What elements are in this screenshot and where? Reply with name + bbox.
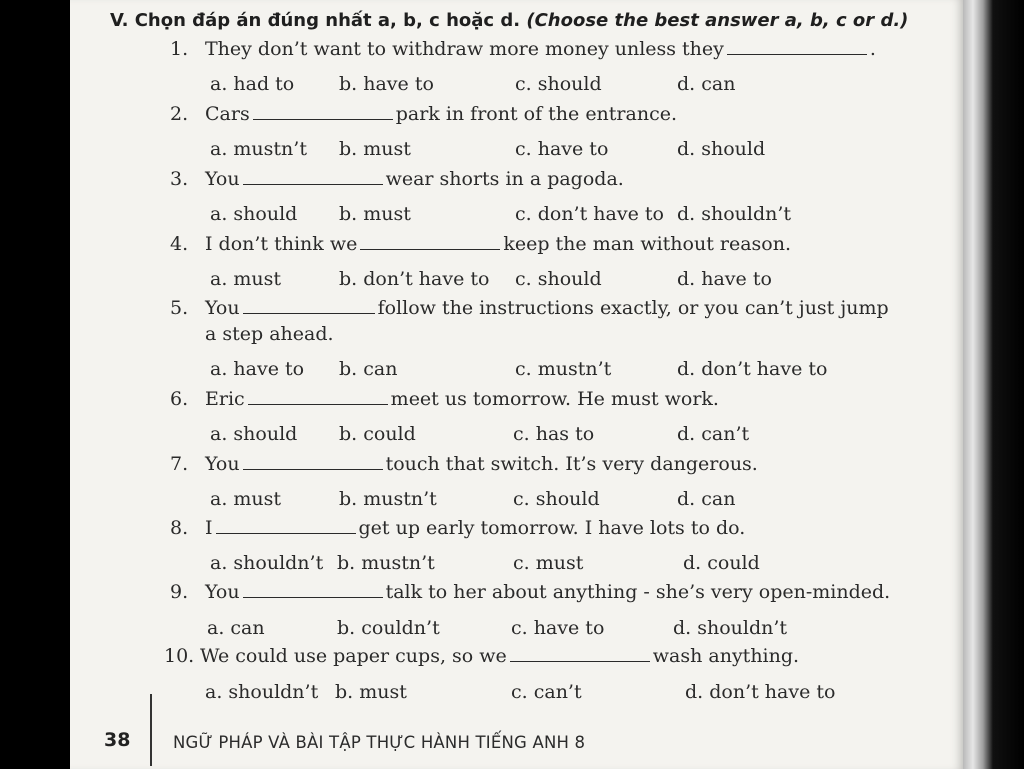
- question-number: 1.: [170, 38, 189, 60]
- answer-option: b. don’t have to: [339, 268, 490, 290]
- question-text: [205, 581, 890, 603]
- question-text-after: get up early tomorrow. I have lots to do.: [358, 517, 746, 539]
- answer-blank: [216, 519, 356, 534]
- answer-option: d. don’t have to: [685, 681, 836, 703]
- answer-option: b. mustn’t: [339, 488, 437, 510]
- question-text: [205, 168, 624, 190]
- footer-divider: [150, 694, 152, 766]
- question-text-before: I don’t think we: [205, 233, 358, 255]
- question-number: 10.: [164, 645, 195, 667]
- answer-option: b. could: [339, 423, 416, 445]
- question-number: 7.: [170, 453, 189, 475]
- answer-option: a. must: [210, 488, 282, 510]
- page-number: 38: [104, 729, 131, 751]
- question-number: 2.: [170, 103, 189, 125]
- answer-option: d. shouldn’t: [673, 617, 788, 639]
- heading-english: (Choose the best answer a, b, c or d.): [526, 10, 909, 31]
- answer-option: c. has to: [513, 423, 595, 445]
- question-number: 8.: [170, 517, 189, 539]
- answer-blank: [243, 299, 375, 314]
- book-spine: [963, 0, 1024, 769]
- answer-option: b. have to: [339, 73, 434, 95]
- answer-option: c. don’t have to: [515, 203, 664, 225]
- question-text-before: I: [205, 517, 213, 539]
- answer-option: b. couldn’t: [337, 617, 440, 639]
- answer-option: d. don’t have to: [677, 358, 828, 380]
- question-continuation-text: a step ahead.: [205, 323, 334, 345]
- answer-option: b. must: [339, 138, 411, 160]
- answer-option: a. had to: [210, 73, 295, 95]
- question-text-after: keep the man without reason.: [503, 233, 792, 255]
- answer-option: a. should: [210, 203, 298, 225]
- answer-option: d. have to: [677, 268, 772, 290]
- question-text-before: You: [205, 168, 240, 190]
- question-text-before: They don’t want to withdraw more money unless they: [205, 38, 724, 60]
- answer-option: b. mustn’t: [337, 552, 435, 574]
- answer-option: b. must: [339, 203, 411, 225]
- question-number: 9.: [170, 581, 189, 603]
- question-text-after: wear shorts in a pagoda.: [385, 168, 624, 190]
- question-text-before: Cars: [205, 103, 250, 125]
- answer-option: d. can: [677, 488, 736, 510]
- book-title: NGỮ PHÁP VÀ BÀI TẬP THỰC HÀNH TIẾNG ANH 8: [173, 733, 586, 752]
- answer-option: a. can: [207, 617, 265, 639]
- answer-option: c. have to: [511, 617, 605, 639]
- question-text-before: We could use paper cups, so we: [200, 645, 507, 667]
- answer-option: a. must: [210, 268, 282, 290]
- answer-option: c. can’t: [511, 681, 582, 703]
- answer-option: a. have to: [210, 358, 305, 380]
- question-number: 5.: [170, 297, 189, 319]
- question-number: 6.: [170, 388, 189, 410]
- answer-blank: [243, 455, 383, 470]
- answer-blank: [253, 105, 393, 120]
- answer-blank: [510, 647, 650, 662]
- exercise-heading: [110, 10, 908, 31]
- answer-option: a. shouldn’t: [210, 552, 324, 574]
- answer-option: c. must: [513, 552, 584, 574]
- heading-vietnamese: V. Chọn đáp án đúng nhất a, b, c hoặc d.: [110, 10, 521, 31]
- answer-option: c. should: [513, 488, 600, 510]
- question-text: [205, 38, 876, 60]
- question-text: [205, 297, 889, 319]
- question-number: 4.: [170, 233, 189, 255]
- question-text: [200, 645, 799, 667]
- answer-option: d. could: [683, 552, 760, 574]
- answer-option: b. must: [335, 681, 407, 703]
- question-text-after: .: [869, 38, 876, 60]
- question-text-after: wash anything.: [652, 645, 800, 667]
- question-text: [205, 233, 791, 255]
- answer-option: d. can’t: [677, 423, 750, 445]
- question-text-after: follow the instructions exactly, or you can’t just jump: [377, 297, 889, 319]
- question-text-after: meet us tomorrow. He must work.: [390, 388, 719, 410]
- answer-blank: [727, 40, 867, 55]
- question-text: [205, 517, 745, 539]
- answer-option: c. have to: [515, 138, 609, 160]
- question-text: [205, 388, 719, 410]
- question-text-before: You: [205, 453, 240, 475]
- answer-option: c. should: [515, 73, 602, 95]
- question-text-before: You: [205, 581, 240, 603]
- question-text-after: touch that switch. It’s very dangerous.: [385, 453, 758, 475]
- answer-blank: [243, 170, 383, 185]
- question-number: 3.: [170, 168, 189, 190]
- answer-option: d. shouldn’t: [677, 203, 792, 225]
- answer-option: c. mustn’t: [515, 358, 612, 380]
- answer-option: d. can: [677, 73, 736, 95]
- answer-option: a. shouldn’t: [205, 681, 319, 703]
- question-text: [205, 103, 677, 125]
- answer-blank: [360, 235, 500, 250]
- answer-option: d. should: [677, 138, 766, 160]
- question-text-before: You: [205, 297, 240, 319]
- answer-option: b. can: [339, 358, 398, 380]
- question-text: [205, 453, 758, 475]
- answer-blank: [243, 583, 383, 598]
- question-text-after: talk to her about anything - she’s very open-minded.: [385, 581, 891, 603]
- question-text-after: park in front of the entrance.: [395, 103, 678, 125]
- answer-option: a. mustn’t: [210, 138, 307, 160]
- question-text-before: Eric: [205, 388, 245, 410]
- answer-option: c. should: [515, 268, 602, 290]
- answer-option: a. should: [210, 423, 298, 445]
- answer-blank: [248, 390, 388, 405]
